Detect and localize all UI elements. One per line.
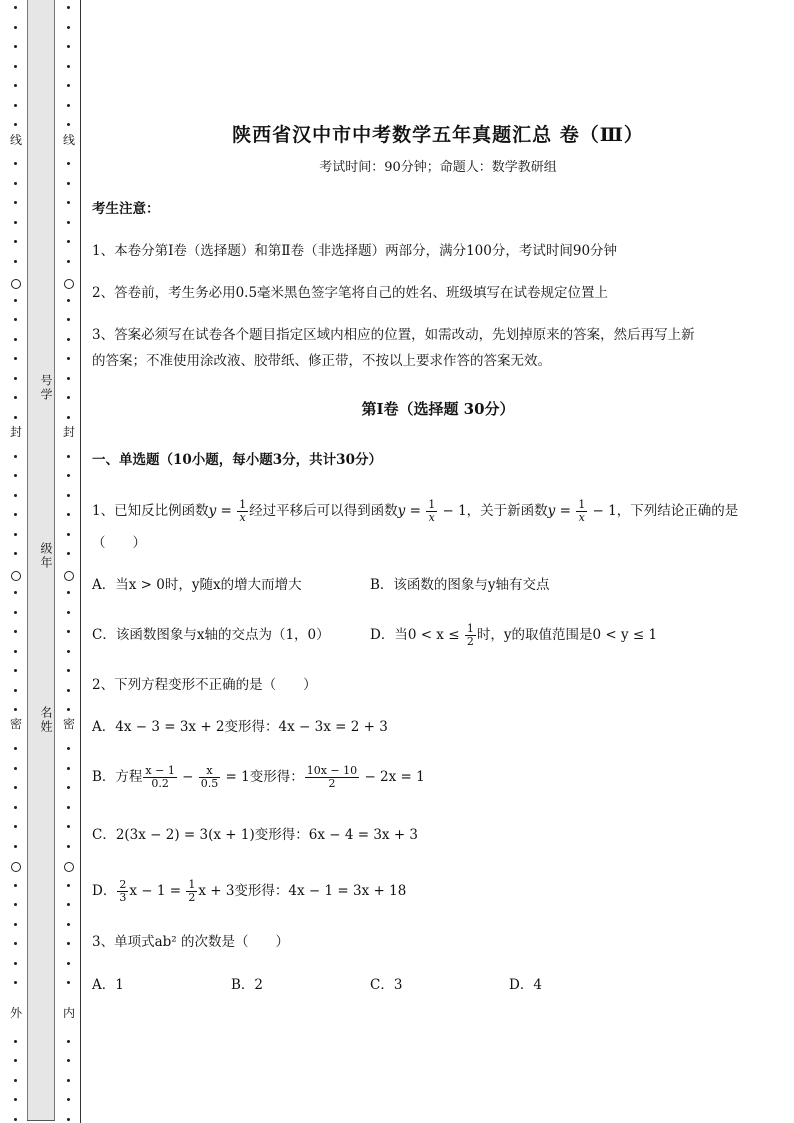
binding-dot (67, 65, 70, 68)
q1-y: y (208, 503, 217, 519)
binding-dot (67, 533, 70, 536)
binding-dot (14, 494, 17, 497)
binding-dot (67, 923, 70, 926)
q2-d-fraction-2 (186, 879, 197, 904)
binding-dot (67, 416, 70, 419)
binding-dot (67, 513, 70, 516)
q1-half-den: 2 (466, 635, 474, 648)
q2-b-fraction-2 (199, 765, 221, 790)
q2-b-fraction-1 (143, 765, 176, 790)
q1-eq: = (216, 503, 237, 519)
binding-dot (14, 552, 17, 555)
exam-title: 陕西省汉中市中考数学五年真题汇总 卷（Ⅲ） (232, 124, 644, 146)
binding-dot (14, 630, 17, 633)
binding-dot (14, 767, 17, 770)
binding-dot (67, 825, 70, 828)
binding-dot (14, 533, 17, 536)
binding-dot (67, 806, 70, 809)
q2-option-d (92, 878, 406, 904)
binding-dot (67, 318, 70, 321)
q1-opt-d-b: 时，y的取值范围是0 < y ≤ 1 (476, 627, 658, 643)
binding-dot (14, 923, 17, 926)
binding-dot (14, 299, 17, 302)
margin-char-xian-right: 线 (63, 133, 76, 147)
notice-item-2: 2、答卷前，考生务必用0.5毫米黑色签字笔将自己的姓名、班级填写在试卷规定位置上 (92, 285, 609, 301)
binding-dot (14, 338, 17, 341)
binding-dot (67, 884, 70, 887)
binding-dot (14, 318, 17, 321)
q2-d-f1-num: 2 (119, 878, 127, 891)
binding-dot (14, 84, 17, 87)
q1-eq3: = (555, 503, 576, 519)
binding-dot (14, 455, 17, 458)
binding-dot (67, 747, 70, 750)
notice-item-3: 3、答案必须写在试卷各个题目指定区域内相应的位置，如需改动，先划掉原来的答案，然后再写上新 (92, 327, 695, 343)
binding-dot (14, 201, 17, 204)
binding-dot (67, 981, 70, 984)
q1-minus1: − 1 (438, 503, 467, 519)
binding-dot (14, 1118, 17, 1121)
q3-option-c: C．3 (370, 977, 403, 993)
binding-dot (14, 981, 17, 984)
q2-b-minus: − (177, 769, 198, 785)
binding-circle-marker (11, 862, 21, 872)
binding-dot (67, 338, 70, 341)
question-3-stem: 3、单项式ab² 的次数是（ ） (92, 934, 289, 950)
label-class: 级年 (39, 542, 53, 570)
q2-b-mid: = 1变形得： (221, 769, 304, 785)
binding-dot (67, 845, 70, 848)
binding-dot (14, 240, 17, 243)
binding-dot (14, 845, 17, 848)
binding-dot (14, 6, 17, 9)
question-2-stem: 2、下列方程变形不正确的是（ ） (92, 677, 317, 693)
q1-fraction-1 (237, 499, 248, 524)
margin-char-feng: 封 (10, 425, 23, 439)
binding-dot (14, 182, 17, 185)
q1-half-fraction (465, 623, 476, 648)
label-student-number: 号学 (39, 374, 53, 402)
q1-fraction-3 (576, 499, 587, 524)
q3-option-a: A．1 (92, 977, 124, 993)
q1-eq2: = (405, 503, 426, 519)
margin-char-mi-right: 密 (63, 717, 76, 731)
margin-char-mi: 密 (10, 717, 23, 731)
binding-dot (14, 162, 17, 165)
binding-circle-marker (11, 571, 21, 581)
q2-b-f1-num: x − 1 (145, 764, 175, 777)
binding-dot (14, 747, 17, 750)
q2-d-mid: x − 1 = (129, 883, 186, 899)
q2-b-f2-num: x (199, 765, 221, 778)
binding-dot (67, 123, 70, 126)
q1-frac1-den: x (239, 511, 246, 524)
q1-frac2-num: 1 (428, 498, 436, 511)
q1-frac3-den: x (578, 511, 585, 524)
binding-dot (14, 1059, 17, 1062)
q1-option-b: B．该函数的图象与y轴有交点 (370, 577, 550, 593)
notice-item-3-cont: 的答案；不准使用涂改液、胶带纸、修正带，不按以上要求作答的答案无效。 (92, 353, 551, 369)
binding-dot (67, 240, 70, 243)
q1-frac2-den: x (428, 511, 435, 524)
label-name: 名姓 (39, 706, 53, 734)
binding-dot (14, 903, 17, 906)
binding-dot (67, 162, 70, 165)
binding-dot (67, 260, 70, 263)
binding-dot (14, 260, 17, 263)
q2-d-tail: x + 3变形得：4x − 1 = 3x + 18 (198, 883, 407, 899)
binding-dot (67, 396, 70, 399)
q2-d-f2-den: 2 (188, 891, 196, 904)
binding-dot (67, 357, 70, 360)
q1-option-c: C．该函数图象与x轴的交点为（1，0） (92, 627, 330, 643)
binding-dot (14, 806, 17, 809)
binding-dot (67, 689, 70, 692)
binding-dot (67, 962, 70, 965)
q1-y3: y (547, 503, 556, 519)
binding-dot (67, 201, 70, 204)
question-1-stem (92, 498, 754, 524)
binding-dot (67, 474, 70, 477)
binding-dot (14, 611, 17, 614)
binding-dot (67, 611, 70, 614)
binding-dot (67, 591, 70, 594)
binding-dot (14, 377, 17, 380)
q2-b-f3-num: 10x − 10 (306, 764, 358, 777)
q1-opt-d-a: D．当0 < x ≤ (370, 627, 464, 643)
q1-frac3-num: 1 (578, 498, 586, 511)
binding-dot (67, 377, 70, 380)
binding-circle-marker (64, 571, 74, 581)
q1-paren: （ ） (92, 535, 146, 551)
binding-dot (67, 786, 70, 789)
q2-opt-d-a: D． (92, 883, 117, 899)
binding-dot (67, 552, 70, 555)
q1-half-num: 1 (466, 622, 474, 635)
q2-b-fraction-3 (305, 765, 359, 790)
binding-dot (67, 6, 70, 9)
q2-option-a: A．4x − 3 = 3x + 2变形得：4x − 3x = 2 + 3 (92, 719, 388, 735)
part-heading: 一、单选题（10小题，每小题3分，共计30分） (92, 452, 382, 468)
binding-dot (14, 26, 17, 29)
binding-dot (67, 1040, 70, 1043)
binding-circle-marker (64, 279, 74, 289)
q1-option-d (370, 622, 657, 648)
binding-dot (14, 513, 17, 516)
q3-option-d: D．4 (509, 977, 542, 993)
section-title: 第Ⅰ卷（选择题 30分） (361, 400, 515, 418)
q1-minus1-b: − 1 (588, 503, 617, 519)
binding-dot (14, 1040, 17, 1043)
binding-dot (14, 650, 17, 653)
q1-frac1-num: 1 (239, 498, 247, 511)
binding-margin (0, 0, 82, 1123)
q2-opt-b-a: B．方程 (92, 769, 143, 785)
binding-circle-marker (11, 279, 21, 289)
binding-dot (67, 299, 70, 302)
margin-border-line (80, 0, 81, 1123)
binding-dot (14, 825, 17, 828)
q1-y2: y (397, 503, 406, 519)
binding-dot (67, 26, 70, 29)
margin-char-feng-right: 封 (63, 425, 76, 439)
binding-dot (67, 669, 70, 672)
binding-dot (14, 474, 17, 477)
q1-stem-d: ，下列结论正确的是 (616, 503, 739, 519)
exam-subtitle: 考试时间：90分钟；命题人：数学教研组 (319, 160, 557, 175)
q1-fraction-2 (426, 499, 437, 524)
binding-dot (67, 84, 70, 87)
q2-d-fraction-1 (117, 879, 128, 904)
q3-option-b: B．2 (231, 977, 264, 993)
binding-dot (67, 903, 70, 906)
q2-b-f1-den: 0.2 (151, 777, 169, 790)
binding-dot (14, 962, 17, 965)
notice-item-1: 1、本卷分第Ⅰ卷（选择题）和第Ⅱ卷（非选择题）两部分，满分100分，考试时间90分钟 (92, 243, 618, 259)
q1-stem-a: 1、已知反比例函数 (92, 503, 209, 519)
binding-dot (67, 455, 70, 458)
binding-dot (14, 884, 17, 887)
binding-dot (14, 396, 17, 399)
binding-dot (14, 45, 17, 48)
binding-dot (67, 1079, 70, 1082)
binding-dot (67, 182, 70, 185)
q2-b-tail: − 2x = 1 (360, 769, 425, 785)
q2-d-f1-den: 3 (119, 891, 127, 904)
q2-d-f2-num: 1 (188, 878, 196, 891)
binding-dot (14, 357, 17, 360)
binding-dot (67, 708, 70, 711)
q2-b-f2-den: 0.5 (200, 777, 219, 790)
q2-option-c: C．2(3x − 2) = 3(x + 1)变形得：6x − 4 = 3x + 3 (92, 827, 419, 843)
left-dot-column (10, 0, 22, 1123)
binding-dot (67, 942, 70, 945)
binding-dot (14, 708, 17, 711)
binding-dot (14, 1079, 17, 1082)
binding-dot (14, 123, 17, 126)
binding-dot (67, 1118, 70, 1121)
binding-dot (67, 1098, 70, 1101)
binding-dot (14, 221, 17, 224)
margin-char-xian: 线 (10, 133, 23, 147)
binding-dot (67, 221, 70, 224)
binding-dot (14, 942, 17, 945)
binding-dot (67, 767, 70, 770)
binding-dot (67, 45, 70, 48)
margin-char-wai: 外 (10, 1006, 23, 1020)
binding-dot (14, 786, 17, 789)
margin-char-nei: 内 (63, 1006, 76, 1020)
binding-dot (67, 104, 70, 107)
notice-heading: 考生注意： (92, 201, 160, 217)
q1-option-a: A．当x > 0时，y随x的增大而增大 (92, 577, 302, 593)
binding-dot (14, 416, 17, 419)
binding-dot (67, 494, 70, 497)
q2-b-f3-den: 2 (328, 777, 336, 790)
q2-option-b (92, 764, 425, 790)
q1-stem-c: ，关于新函数 (466, 503, 548, 519)
binding-dot (14, 669, 17, 672)
binding-circle-marker (64, 862, 74, 872)
margin-bottom-line (27, 1120, 55, 1121)
q1-stem-b: 经过平移后可以得到函数 (249, 503, 398, 519)
binding-dot (14, 1098, 17, 1101)
binding-dot (14, 591, 17, 594)
binding-dot (14, 689, 17, 692)
binding-dot (14, 65, 17, 68)
binding-dot (67, 630, 70, 633)
binding-dot (14, 104, 17, 107)
binding-dot (67, 1059, 70, 1062)
right-dot-column (63, 0, 75, 1123)
binding-dot (67, 650, 70, 653)
